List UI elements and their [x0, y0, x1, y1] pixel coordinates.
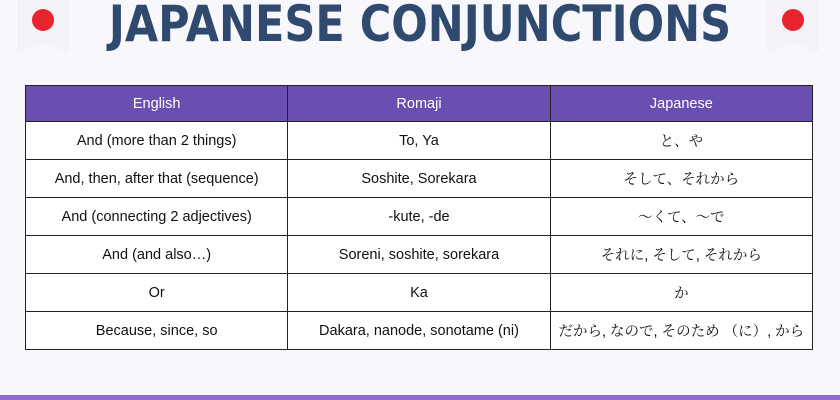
cell-english: And, then, after that (sequence) [26, 160, 288, 198]
table-header-row [26, 86, 813, 122]
cell-japanese: か [550, 274, 812, 312]
table-row [26, 198, 813, 236]
page-title: JAPANESE CONJUNCTIONS [108, 0, 732, 53]
cell-romaji: Dakara, nanode, sonotame (ni) [288, 312, 550, 350]
conjunctions-table [25, 85, 813, 350]
cell-japanese: と、や [550, 122, 812, 160]
cell-english: Or [26, 274, 288, 312]
table-row [26, 312, 813, 350]
cell-english: And (and also…) [26, 236, 288, 274]
cell-japanese: 〜くて、〜で [550, 198, 812, 236]
cell-romaji: Soshite, Sorekara [288, 160, 550, 198]
cell-japanese: それに, そして, それから [550, 236, 812, 274]
cell-romaji: Soreni, soshite, sorekara [288, 236, 550, 274]
japan-flag-icon [32, 9, 54, 31]
cell-japanese: だから, なので, そのため （に）, から [550, 312, 812, 350]
table-row [26, 236, 813, 274]
cell-english: And (more than 2 things) [26, 122, 288, 160]
cell-english: And (connecting 2 adjectives) [26, 198, 288, 236]
cell-romaji: -kute, -de [288, 198, 550, 236]
table-row [26, 160, 813, 198]
table-row [26, 274, 813, 312]
table-row [26, 122, 813, 160]
japan-flag-icon [782, 9, 804, 31]
cell-japanese: そして、それから [550, 160, 812, 198]
cell-romaji: To, Ya [288, 122, 550, 160]
cell-romaji: Ka [288, 274, 550, 312]
header-romaji: Romaji [288, 86, 550, 122]
cell-english: Because, since, so [26, 312, 288, 350]
bottom-accent-bar [0, 395, 840, 400]
header-japanese: Japanese [550, 86, 812, 122]
header-english: English [26, 86, 288, 122]
